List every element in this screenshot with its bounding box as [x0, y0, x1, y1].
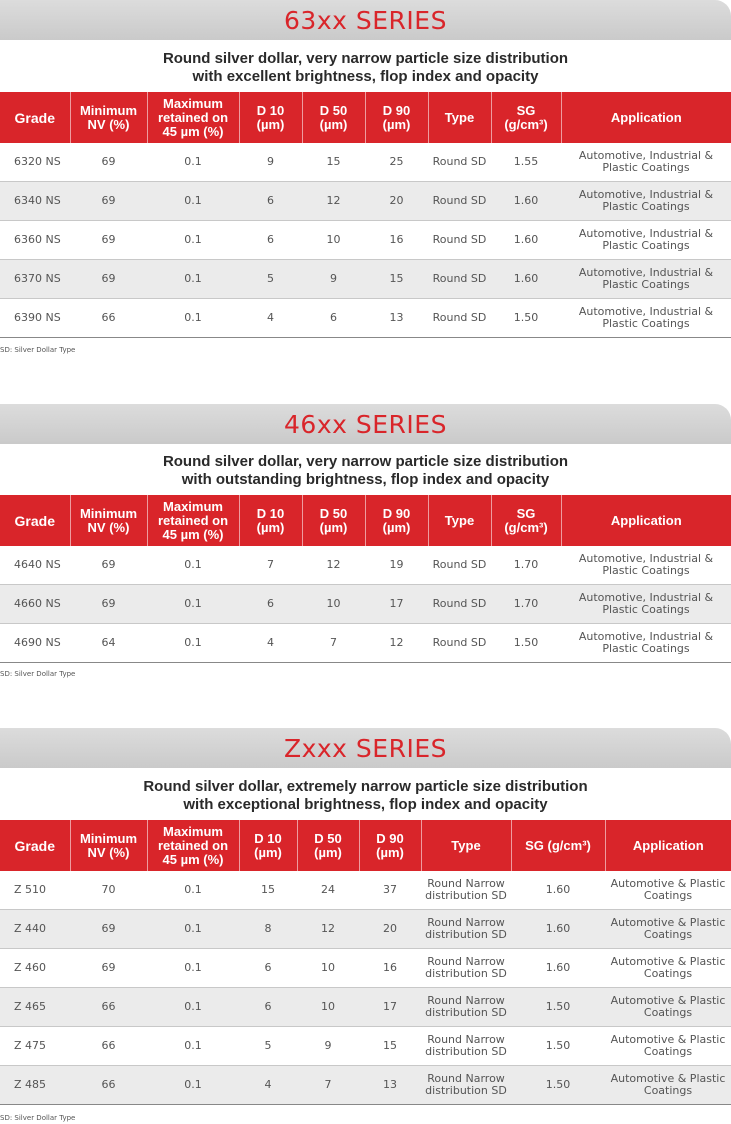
header-sg: SG (g/cm³) [511, 820, 605, 871]
cell-application: Automotive & Plastic Coatings [605, 1066, 731, 1105]
series-title: 63xx SERIES [284, 5, 447, 35]
cell-type: Round SD [428, 546, 491, 585]
cell-d50: 12 [302, 182, 365, 221]
cell-type: Round SD [428, 221, 491, 260]
cell-grade: 6370 NS [0, 260, 70, 299]
description-line-1: Round silver dollar, extremely narrow particle size distribution [143, 778, 588, 795]
cell-d50: 15 [302, 143, 365, 182]
cell-grade: Z 475 [0, 1027, 70, 1066]
cell-d90: 17 [365, 585, 428, 624]
cell-type: Round SD [428, 143, 491, 182]
cell-grade: Z 465 [0, 988, 70, 1027]
cell-d50: 9 [302, 260, 365, 299]
description-line-2: with excellent brightness, flop index and opacity [192, 68, 539, 85]
grade-table [0, 495, 731, 663]
series-description [0, 778, 731, 814]
cell-type: Round Narrow distribution SD [421, 871, 511, 910]
cell-d50: 10 [297, 988, 359, 1027]
grade-table [0, 92, 731, 338]
cell-sg: 1.50 [511, 1066, 605, 1105]
cell-type: Round SD [428, 260, 491, 299]
cell-min-nv: 69 [70, 260, 147, 299]
series-description [0, 453, 731, 489]
cell-sg: 1.55 [491, 143, 561, 182]
cell-d90: 19 [365, 546, 428, 585]
header-application: Application [561, 92, 731, 143]
table-row [0, 299, 731, 338]
header-sg: SG (g/cm³) [491, 495, 561, 546]
cell-d50: 9 [297, 1027, 359, 1066]
header-d10: D 10 (µm) [239, 495, 302, 546]
cell-application: Automotive, Industrial & Plastic Coatings [561, 585, 731, 624]
series-title: Zxxx SERIES [283, 733, 448, 763]
header-d50: D 50 (µm) [302, 92, 365, 143]
table-row [0, 1066, 731, 1105]
cell-type: Round Narrow distribution SD [421, 910, 511, 949]
cell-application: Automotive, Industrial & Plastic Coatings [561, 624, 731, 663]
cell-min-nv: 70 [70, 871, 147, 910]
cell-type: Round SD [428, 299, 491, 338]
header-grade: Grade [0, 92, 70, 143]
cell-d90: 13 [365, 299, 428, 338]
cell-d10: 6 [239, 988, 297, 1027]
table-row [0, 221, 731, 260]
cell-sg: 1.70 [491, 546, 561, 585]
cell-max-retained: 0.1 [147, 546, 239, 585]
cell-d90: 16 [359, 949, 421, 988]
header-sg: SG (g/cm³) [491, 92, 561, 143]
cell-application: Automotive & Plastic Coatings [605, 1027, 731, 1066]
cell-sg: 1.50 [511, 988, 605, 1027]
cell-max-retained: 0.1 [147, 585, 239, 624]
cell-max-retained: 0.1 [147, 1027, 239, 1066]
header-grade: Grade [0, 820, 70, 871]
cell-sg: 1.60 [491, 260, 561, 299]
cell-sg: 1.60 [511, 910, 605, 949]
table-row [0, 871, 731, 910]
header-min-nv: Minimum NV (%) [70, 92, 147, 143]
cell-application: Automotive, Industrial & Plastic Coatings [561, 299, 731, 338]
cell-type: Round SD [428, 182, 491, 221]
cell-application: Automotive, Industrial & Plastic Coatings [561, 182, 731, 221]
grade-table [0, 820, 731, 1105]
cell-min-nv: 69 [70, 949, 147, 988]
cell-grade: 6340 NS [0, 182, 70, 221]
cell-d10: 4 [239, 1066, 297, 1105]
cell-min-nv: 66 [70, 299, 147, 338]
cell-d90: 20 [359, 910, 421, 949]
header-d10: D 10 (µm) [239, 92, 302, 143]
cell-application: Automotive & Plastic Coatings [605, 988, 731, 1027]
cell-application: Automotive & Plastic Coatings [605, 910, 731, 949]
header-application: Application [561, 495, 731, 546]
cell-type: Round SD [428, 585, 491, 624]
cell-type: Round Narrow distribution SD [421, 1027, 511, 1066]
cell-application: Automotive, Industrial & Plastic Coatings [561, 221, 731, 260]
cell-d50: 7 [302, 624, 365, 663]
header-d90: D 90 (µm) [365, 92, 428, 143]
cell-sg: 1.50 [491, 299, 561, 338]
table-row [0, 910, 731, 949]
cell-grade: Z 440 [0, 910, 70, 949]
cell-max-retained: 0.1 [147, 299, 239, 338]
header-type: Type [428, 495, 491, 546]
cell-grade: Z 510 [0, 871, 70, 910]
table-row [0, 182, 731, 221]
cell-grade: 6320 NS [0, 143, 70, 182]
cell-max-retained: 0.1 [147, 624, 239, 663]
cell-application: Automotive & Plastic Coatings [605, 949, 731, 988]
table-row [0, 260, 731, 299]
cell-d10: 7 [239, 546, 302, 585]
cell-d50: 6 [302, 299, 365, 338]
cell-min-nv: 69 [70, 585, 147, 624]
header-min-nv: Minimum NV (%) [70, 495, 147, 546]
cell-min-nv: 66 [70, 1066, 147, 1105]
header-type: Type [421, 820, 511, 871]
cell-d10: 6 [239, 585, 302, 624]
cell-grade: 4690 NS [0, 624, 70, 663]
cell-d90: 16 [365, 221, 428, 260]
cell-d10: 5 [239, 260, 302, 299]
table-row [0, 585, 731, 624]
series-title: 46xx SERIES [284, 409, 447, 439]
cell-d90: 37 [359, 871, 421, 910]
cell-d90: 25 [365, 143, 428, 182]
cell-application: Automotive, Industrial & Plastic Coatings [561, 143, 731, 182]
cell-max-retained: 0.1 [147, 182, 239, 221]
cell-application: Automotive, Industrial & Plastic Coatings [561, 260, 731, 299]
description-line-1: Round silver dollar, very narrow particle size distribution [162, 453, 569, 470]
header-max-retained: Maximum retained on 45 µm (%) [147, 92, 239, 143]
cell-max-retained: 0.1 [147, 221, 239, 260]
cell-d50: 12 [302, 546, 365, 585]
cell-max-retained: 0.1 [147, 949, 239, 988]
cell-d50: 7 [297, 1066, 359, 1105]
cell-d10: 4 [239, 624, 302, 663]
footnote: SD: Silver Dollar Type [0, 670, 76, 678]
header-max-retained: Maximum retained on 45 µm (%) [147, 820, 239, 871]
cell-d90: 12 [365, 624, 428, 663]
table-row [0, 1027, 731, 1066]
cell-grade: Z 460 [0, 949, 70, 988]
cell-type: Round Narrow distribution SD [421, 988, 511, 1027]
cell-d10: 6 [239, 221, 302, 260]
cell-d90: 13 [359, 1066, 421, 1105]
cell-sg: 1.60 [511, 949, 605, 988]
cell-sg: 1.50 [491, 624, 561, 663]
cell-sg: 1.60 [491, 221, 561, 260]
header-type: Type [428, 92, 491, 143]
cell-sg: 1.70 [491, 585, 561, 624]
cell-grade: 4640 NS [0, 546, 70, 585]
table-row [0, 624, 731, 663]
cell-d10: 15 [239, 871, 297, 910]
cell-max-retained: 0.1 [147, 988, 239, 1027]
cell-min-nv: 69 [70, 546, 147, 585]
cell-max-retained: 0.1 [147, 910, 239, 949]
cell-d50: 24 [297, 871, 359, 910]
table-row [0, 988, 731, 1027]
cell-grade: 6390 NS [0, 299, 70, 338]
series-title-bar [0, 728, 731, 768]
cell-d10: 5 [239, 1027, 297, 1066]
cell-d90: 15 [365, 260, 428, 299]
cell-d50: 10 [302, 221, 365, 260]
cell-min-nv: 66 [70, 1027, 147, 1066]
cell-grade: Z 485 [0, 1066, 70, 1105]
cell-d10: 9 [239, 143, 302, 182]
header-application: Application [605, 820, 731, 871]
cell-d50: 10 [297, 949, 359, 988]
description-line-2: with outstanding brightness, flop index and opacity [181, 471, 550, 488]
cell-grade: 4660 NS [0, 585, 70, 624]
cell-min-nv: 69 [70, 910, 147, 949]
cell-d50: 10 [302, 585, 365, 624]
header-min-nv: Minimum NV (%) [70, 820, 147, 871]
cell-type: Round SD [428, 624, 491, 663]
cell-application: Automotive, Industrial & Plastic Coatings [561, 546, 731, 585]
cell-max-retained: 0.1 [147, 260, 239, 299]
header-max-retained: Maximum retained on 45 µm (%) [147, 495, 239, 546]
table-row [0, 949, 731, 988]
cell-d90: 17 [359, 988, 421, 1027]
header-d90: D 90 (µm) [359, 820, 421, 871]
cell-min-nv: 66 [70, 988, 147, 1027]
cell-type: Round Narrow distribution SD [421, 1066, 511, 1105]
description-line-1: Round silver dollar, very narrow particle size distribution [162, 50, 569, 67]
cell-d10: 6 [239, 949, 297, 988]
series-description [0, 50, 731, 86]
cell-d90: 15 [359, 1027, 421, 1066]
cell-max-retained: 0.1 [147, 1066, 239, 1105]
cell-min-nv: 64 [70, 624, 147, 663]
cell-min-nv: 69 [70, 143, 147, 182]
series-title-bar [0, 404, 731, 444]
header-d90: D 90 (µm) [365, 495, 428, 546]
cell-min-nv: 69 [70, 221, 147, 260]
footnote: SD: Silver Dollar Type [0, 1114, 76, 1122]
cell-grade: 6360 NS [0, 221, 70, 260]
table-row [0, 546, 731, 585]
header-d10: D 10 (µm) [239, 820, 297, 871]
cell-application: Automotive & Plastic Coatings [605, 871, 731, 910]
cell-sg: 1.60 [511, 871, 605, 910]
cell-min-nv: 69 [70, 182, 147, 221]
cell-d10: 8 [239, 910, 297, 949]
cell-d50: 12 [297, 910, 359, 949]
cell-max-retained: 0.1 [147, 143, 239, 182]
header-d50: D 50 (µm) [302, 495, 365, 546]
cell-type: Round Narrow distribution SD [421, 949, 511, 988]
header-d50: D 50 (µm) [297, 820, 359, 871]
cell-d10: 4 [239, 299, 302, 338]
footnote: SD: Silver Dollar Type [0, 346, 76, 354]
header-grade: Grade [0, 495, 70, 546]
cell-max-retained: 0.1 [147, 871, 239, 910]
description-line-2: with exceptional brightness, flop index and opacity [183, 796, 548, 813]
series-title-bar [0, 0, 731, 40]
cell-d10: 6 [239, 182, 302, 221]
cell-d90: 20 [365, 182, 428, 221]
cell-sg: 1.60 [491, 182, 561, 221]
table-row [0, 143, 731, 182]
cell-sg: 1.50 [511, 1027, 605, 1066]
